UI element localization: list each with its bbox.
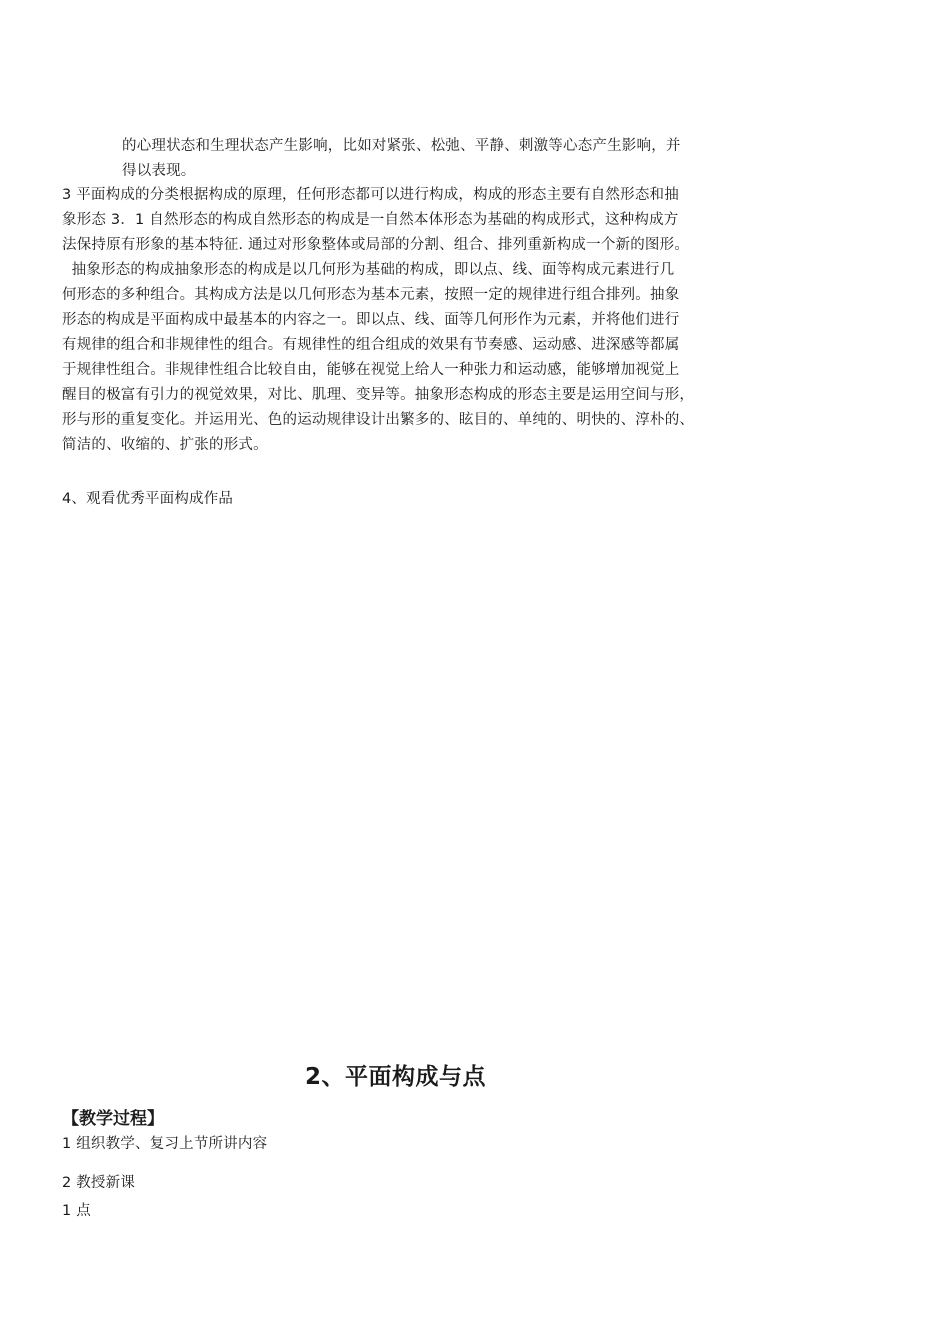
item-4-text: 4、观看优秀平面构成作品 bbox=[62, 491, 234, 507]
section-title: 2、平面构成与点 bbox=[305, 1064, 487, 1090]
paragraph-line: 法保持原有形象的基本特征. 通过对形象整体或局部的分割、组合、排列重新构成一个新的图形。 bbox=[62, 237, 690, 253]
step-item: 1 组织教学、复习上节所讲内容 bbox=[62, 1136, 268, 1152]
step-item: 1 点 bbox=[62, 1203, 91, 1219]
paragraph-line: 3 平面构成的分类根据构成的原理，任何形态都可以进行构成，构成的形态主要有自然形态和抽 bbox=[62, 187, 679, 203]
paragraph-line: 于规律性组合。非规律性组合比较自由，能够在视觉上给人一种张力和运动感，能够增加视觉上 bbox=[62, 362, 680, 378]
paragraph-line: 的心理状态和生理状态产生影响，比如对紧张、松弛、平静、刺激等心态产生影响，并 bbox=[122, 138, 681, 154]
paragraph-line: 象形态 3．1 自然形态的构成自然形态的构成是一自然本体形态为基础的构成形式，这种构成方 bbox=[62, 212, 679, 228]
paragraph-line: 形与形的重复变化。并运用光、色的运动规律设计出繁多的、眩目的、单纯的、明快的、淳朴的、 bbox=[62, 412, 695, 428]
paragraph-line: 有规律的组合和非规律性的组合。有规律性的组合组成的效果有节奏感、运动感、进深感等都属 bbox=[62, 337, 680, 353]
paragraph-line: 得以表现。 bbox=[122, 163, 196, 179]
step-item: 2 教授新课 bbox=[62, 1175, 136, 1191]
paragraph-line: 形态的构成是平面构成中最基本的内容之一。即以点、线、面等几何形作为元素，并将他们进行 bbox=[62, 312, 680, 328]
paragraph-line: 何形态的多种组合。其构成方法是以几何形态为基本元素，按照一定的规律进行组合排列。抽象 bbox=[62, 287, 680, 303]
paragraph-line: 抽象形态的构成抽象形态的构成是以几何形为基础的构成，即以点、线、面等构成元素进行几 bbox=[62, 262, 675, 278]
paragraph-line: 醒目的极富有引力的视觉效果，对比、肌理、变异等。抽象形态构成的形态主要是运用空间与形， bbox=[62, 387, 695, 403]
teaching-process-heading: 【教学过程】 bbox=[62, 1109, 164, 1129]
paragraph-line: 简洁的、收缩的、扩张的形式。 bbox=[62, 437, 268, 453]
